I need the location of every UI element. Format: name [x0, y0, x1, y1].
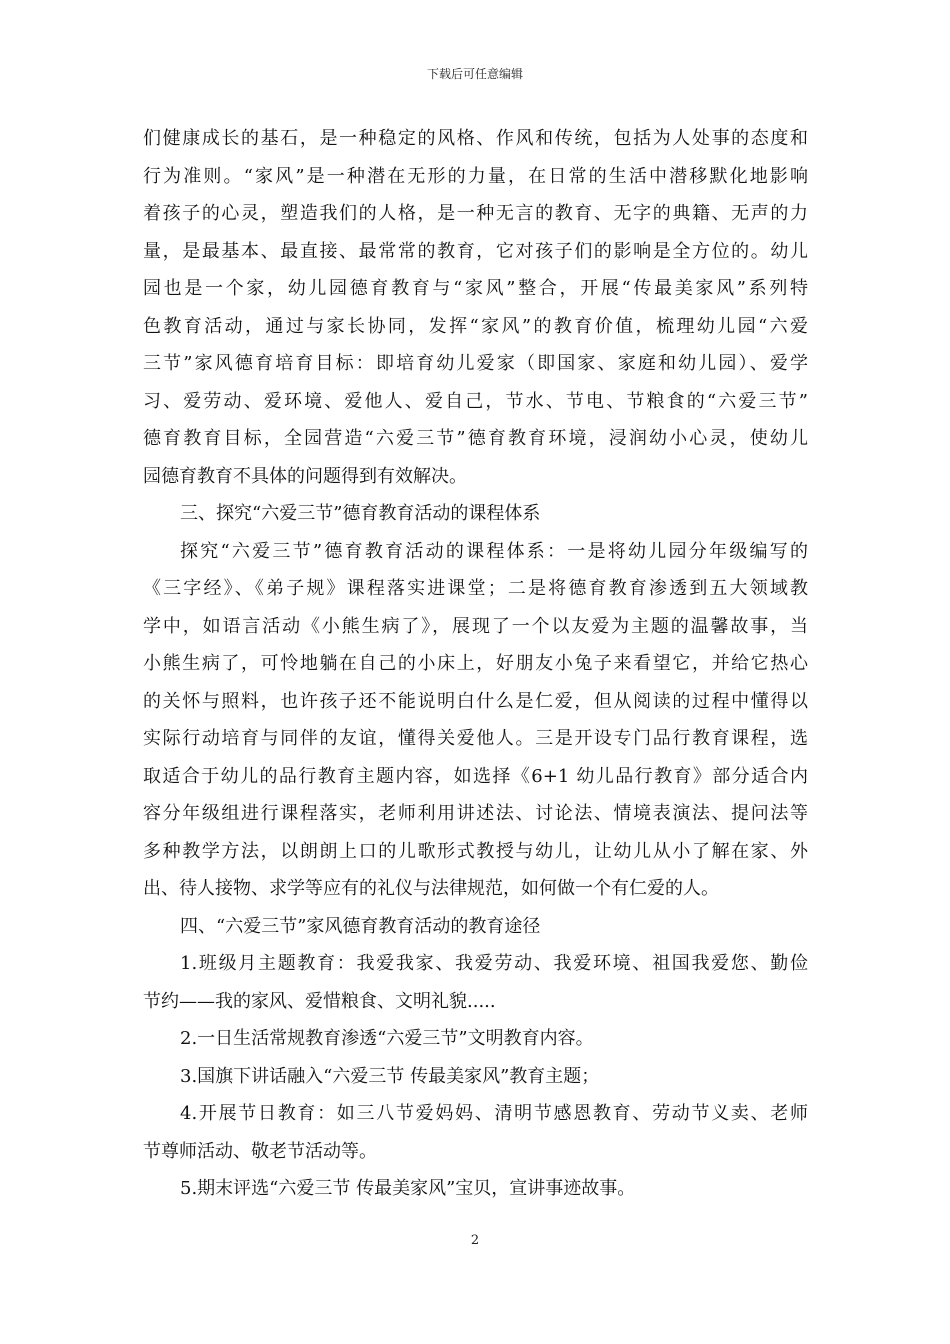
text-line: 4.开展节日教育：如三八节爱妈妈、清明节感恩教育、劳动节义卖、老师 — [180, 1103, 808, 1124]
paragraph-family-style — [143, 120, 808, 495]
text-line: 探究“六爱三节”德育教育活动的课程体系：一是将幼儿园分年级编写的 — [180, 540, 808, 562]
text-line: 着孩子的心灵，塑造我们的人格，是一种无言的教育、无字的典籍、无声的力 — [143, 203, 808, 224]
text-line: 的关怀与照料，也许孩子还不能说明白什么是仁爱，但从阅读的过程中懂得以 — [143, 690, 808, 712]
text-line: 出、待人接物、求学等应有的礼仪与法律规范，如何做一个有仁爱的人。 — [143, 878, 719, 899]
text-line: 德育教育目标，全园营造“六爱三节”德育教育环境，浸润幼小心灵，使幼儿 — [143, 428, 808, 449]
text-line: 园也是一个家，幼儿园德育教育与“家风”整合，开展“传最美家风”系列特 — [143, 278, 808, 299]
list-item-4 — [143, 1095, 808, 1170]
list-item-1 — [143, 945, 808, 1020]
section-heading-4: 四、“六爱三节”家风德育教育活动的教育途径 — [180, 915, 541, 937]
text-line: 量，是最基本、最直接、最常常的教育，它对孩子们的影响是全方位的。幼儿 — [143, 240, 808, 262]
text-line: 色教育活动，通过与家长协同，发挥“家风”的教育价值，梳理幼儿园“六爱 — [143, 315, 808, 337]
text-line: 行为准则。“家风”是一种潜在无形的力量，在日常的生活中潜移默化地影响 — [143, 165, 808, 187]
page-number: 2 — [470, 1233, 480, 1248]
text-line: 节约——我的家风、爱惜粮食、文明礼貌..... — [143, 990, 496, 1012]
list-item-5: 5.期末评选“六爱三节 传最美家风”宝贝，宣讲事迹故事。 — [180, 1178, 636, 1199]
text-line: 容分年级组进行课程落实，老师利用讲述法、讨论法、情境表演法、提问法等 — [143, 803, 808, 824]
body-text — [143, 120, 808, 1208]
text-line: 小熊生病了，可怜地躺在自己的小床上，好朋友小兔子来看望它，并给它热心 — [143, 653, 808, 674]
list-item-2: 2.一日生活常规教育渗透“六爱三节”文明教育内容。 — [180, 1028, 594, 1049]
text-line: 1.班级月主题教育：我爱我家、我爱劳动、我爱环境、祖国我爱您、勤俭 — [180, 953, 808, 974]
text-line: 园德育教育不具体的问题得到有效解决。 — [143, 465, 467, 487]
text-line: 习、爱劳动、爱环境、爱他人、爱自己，节水、节电、节粮食的“六爱三节” — [143, 390, 808, 412]
text-line: 《三字经》、《弟子规》课程落实进课堂；二是将德育教育渗透到五大领域教 — [143, 578, 808, 599]
paragraph-curriculum — [143, 533, 808, 908]
text-line: 多种教学方法，以朗朗上口的儿歌形式教授与幼儿，让幼儿从小了解在家、外 — [143, 840, 808, 862]
text-line: 取适合于幼儿的品行教育主题内容，如选择《6+1 幼儿品行教育》部分适合内 — [143, 765, 808, 787]
list-item-3: 3.国旗下讲话融入“六爱三节 传最美家风”教育主题； — [180, 1065, 600, 1087]
text-line: 节尊师活动、敬老节活动等。 — [143, 1140, 377, 1162]
text-line: 实际行动培育与同伴的友谊，懂得关爱他人。三是开设专门品行教育课程，选 — [143, 728, 808, 749]
section-heading-3: 三、探究“六爱三节”德育教育活动的课程体系 — [180, 503, 541, 524]
text-line: 学中，如语言活动《小熊生病了》，展现了一个以友爱为主题的温馨故事，当 — [143, 615, 808, 637]
text-line: 三节”家风德育培育目标：即培育幼儿爱家（即国家、家庭和幼儿园）、爱学 — [143, 353, 808, 374]
header-note: 下载后可任意编辑 — [426, 67, 523, 81]
text-line: 们健康成长的基石，是一种稳定的风格、作风和传统，包括为人处事的态度和 — [143, 128, 808, 149]
